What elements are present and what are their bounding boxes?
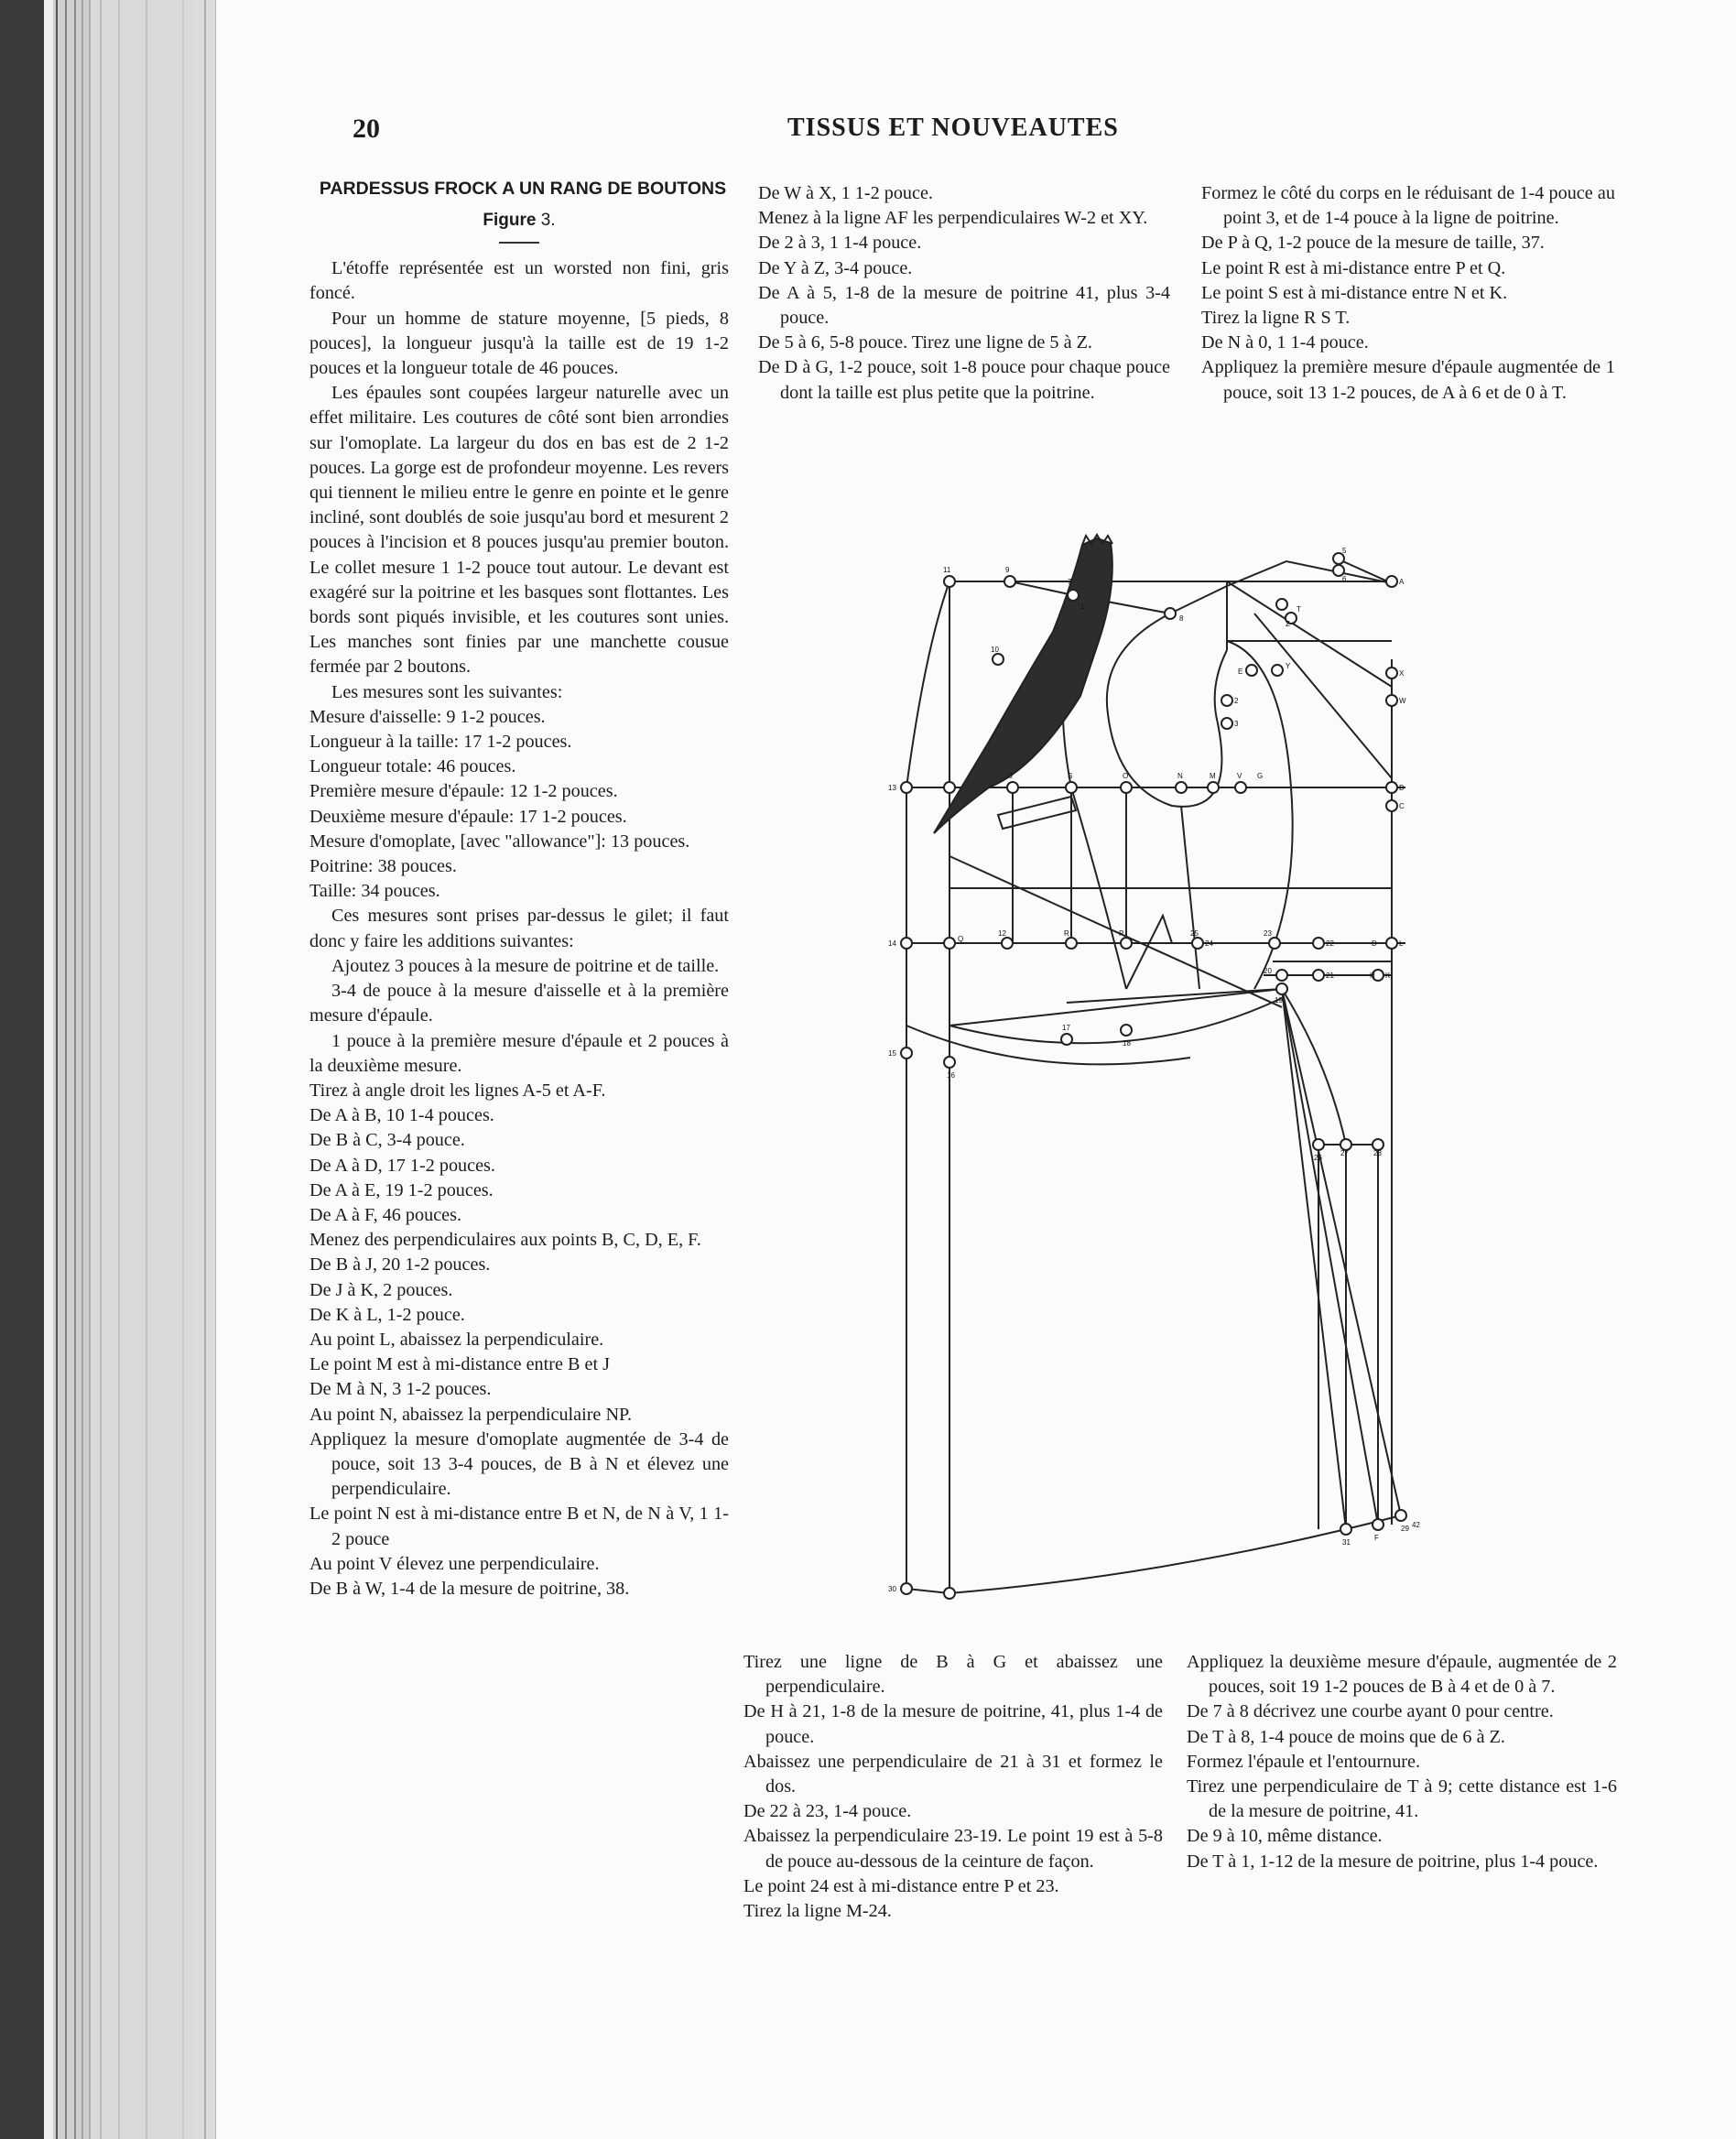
instruction: De 7 à 8 décrivez une courbe ayant 0 pour centre. (1187, 1701, 1554, 1722)
point-label: W (1399, 697, 1406, 705)
point-label: 22 (1326, 939, 1334, 948)
point-label: 29 (1401, 1525, 1409, 1533)
instruction: De P à Q, 1-2 pouce de la mesure de taille, 37. (1201, 233, 1545, 254)
point-label: 8 (1179, 614, 1184, 623)
instruction: De A à B, 10 1-4 pouces. (309, 1105, 494, 1126)
paragraph: Ajoutez 3 pouces à la mesure de poitrine et de taille. (331, 955, 720, 976)
point-label: P (1119, 929, 1124, 938)
instruction: Appliquez la deuxième mesure d'épaule, augmentée de 2 pouces, soit 19 1-2 pouces de B à 4 et de 0 à 7. (1187, 1652, 1617, 1698)
text-column-2 (758, 181, 1170, 406)
instruction: De B à W, 1-4 de la mesure de poitrine, 38. (309, 1578, 630, 1599)
instruction: De A à 5, 1-8 de la mesure de poitrine 41, plus 3-4 pouce. (758, 282, 1170, 329)
figure-word: Figure (483, 211, 537, 230)
paragraph: L'étoffe représentée est un worsted non fini, gris foncé. (309, 258, 729, 304)
instruction: De A à F, 46 pouces. (309, 1204, 462, 1225)
point-label: O (1123, 772, 1129, 780)
instruction: De 22 à 23, 1-4 pouce. (743, 1801, 912, 1822)
text-column-3 (1201, 181, 1615, 406)
point-label: 30 (888, 1585, 896, 1593)
point-label: V (1237, 772, 1242, 780)
point-label: 42 (1412, 1521, 1420, 1529)
point-label: B (1399, 784, 1405, 792)
point-label: 1 (1080, 603, 1085, 611)
figure-caption (309, 208, 729, 233)
measure-line: Mesure d'omoplate, [avec "allowance"]: 13 pouces. (309, 831, 690, 852)
point-label: R (1064, 929, 1069, 938)
instruction: Le point 24 est à mi-distance entre P et 23. (743, 1875, 1059, 1896)
point-label: 20 (1264, 967, 1272, 975)
point-label: 5 (1342, 547, 1347, 555)
point-label: 17 (1062, 1024, 1070, 1032)
instruction: De N à 0, 1 1-4 pouce. (1201, 332, 1369, 353)
instruction: De B à J, 20 1-2 pouces. (309, 1254, 491, 1276)
measure-line: Deuxième mesure d'épaule: 17 1-2 pouces. (309, 806, 627, 827)
point-label: 15 (888, 1049, 896, 1058)
point-label: 13 (888, 784, 896, 792)
point-label: C (1399, 802, 1405, 810)
instruction: De T à 1, 1-12 de la mesure de poitrine, plus 1-4 pouce. (1187, 1851, 1599, 1872)
point-label: 28 (1373, 1149, 1382, 1157)
point-label: 14 (888, 939, 896, 948)
running-head (353, 114, 1314, 159)
point-label: 31 (1342, 1538, 1351, 1547)
paragraph: 1 pouce à la première mesure d'épaule et 2 pouces à la deuxième mesure. (309, 1030, 729, 1076)
instruction: Formez l'épaule et l'entournure. (1187, 1751, 1421, 1772)
point-label: 2 (1234, 697, 1239, 705)
instruction: De J à K, 2 pouces. (309, 1279, 453, 1300)
point-label: A (1399, 578, 1405, 586)
point-label: 10 (991, 646, 999, 654)
instruction: Abaissez la perpendiculaire 23-19. Le point 19 est à 5-8 de pouce au-dessous de la ceinture de façon. (743, 1826, 1163, 1872)
point-label: 3 (1234, 720, 1239, 728)
measure-line: Taille: 34 pouces. (309, 881, 440, 902)
book-page-edges (0, 0, 229, 2139)
pattern-diagram (852, 513, 1511, 1612)
paragraph: Les mesures sont les suivantes: (331, 681, 563, 702)
point-label: 23 (1264, 929, 1272, 938)
instruction: De 5 à 6, 5-8 pouce. Tirez une ligne de 5 à Z. (758, 332, 1092, 353)
instruction: Tirez une ligne de B à G et abaissez une perpendiculaire. (743, 1652, 1163, 1698)
instruction: Tirez une perpendiculaire de T à 9; cette distance est 1-6 de la mesure de poitrine, 41. (1187, 1776, 1617, 1822)
instruction: De B à C, 3-4 pouce. (309, 1130, 465, 1151)
instruction: Formez le côté du corps en le réduisant de 1-4 pouce au point 3, et de 1-4 pouce à la ligne de poitrine. (1201, 183, 1615, 229)
point-label: 19 (1275, 996, 1283, 1004)
paragraph: Les épaules sont coupées largeur naturelle avec un effet militaire. Les coutures de côté sont bien arrondies sur l'omoplate. La largeur du dos en bas est de 2 1-2 pouces. La gorge est de profondeur moyenne. Les revers qui tiennent le milieu entre le genre en pointe et le genre incliné, sont doublés de soie jusqu'au bord et mesurent 2 pouces à l'incision et 8 pouces jusqu'au premier bouton. Le collet mesure 1 1-2 pouce tout autour. Le devant est exagéré sur la poitrine et les basques sont flottantes. Les bords sont piqués invisible, et les coutures sont unies. Les manches sont finies par une manchette cousue fermée par 2 boutons. (309, 383, 729, 678)
point-label: J (1009, 772, 1013, 780)
journal-title: TISSUS ET NOUVEAUTES (787, 114, 1119, 142)
measure-line: Première mesure d'épaule: 12 1-2 pouces. (309, 781, 618, 802)
point-label: Z (1286, 620, 1290, 628)
instruction: Abaissez une perpendiculaire de 21 à 31 et formez le dos. (743, 1751, 1163, 1797)
instruction: Le point R est à mi-distance entre P et Q. (1201, 257, 1506, 278)
instruction: Tirez à angle droit les lignes A-5 et A-F. (309, 1080, 606, 1101)
instruction: De D à G, 1-2 pouce, soit 1-8 pouce pour chaque pouce dont la taille est plus petite que la poitrine. (758, 357, 1170, 403)
instruction: Le point M est à mi-distance entre B et J (309, 1354, 610, 1375)
figure-number: 3. (540, 211, 556, 230)
point-label: N (1177, 772, 1183, 780)
paragraph: Pour un homme de stature moyenne, [5 pieds, 8 pouces], la longueur jusqu'à la taille est de 19 1-2 pouces et la longueur totale de 46 pouces. (309, 308, 729, 379)
point-label: 9 (1005, 566, 1010, 574)
measure-line: Longueur à la taille: 17 1-2 pouces. (309, 732, 572, 753)
point-label: 16 (947, 1071, 955, 1080)
text-column-1 (309, 177, 729, 1602)
instruction: Le point S est à mi-distance entre N et K. (1201, 282, 1508, 303)
instruction: Appliquez la mesure d'omoplate augmentée de 3-4 de pouce, soit 13 3-4 pouces, de B à N et élevez une perpendiculaire. (309, 1428, 729, 1500)
instruction: Tirez la ligne R S T. (1201, 308, 1351, 329)
page-number: 20 (353, 114, 380, 144)
paragraph: 3-4 de pouce à la mesure d'aisselle et à la première mesure d'épaule. (309, 981, 729, 1026)
point-label: M (1210, 772, 1216, 780)
short-rule (499, 242, 539, 244)
point-label: 21 (1326, 972, 1334, 980)
instruction: Menez des perpendiculaires aux points B, C, D, E, F. (309, 1230, 701, 1251)
point-label: 11 (943, 566, 951, 574)
article-title: PARDESSUS FROCK A UN RANG DE BOUTONS (319, 179, 727, 199)
instruction: De 9 à 10, même distance. (1187, 1826, 1383, 1847)
instruction: Tirez la ligne M-24. (743, 1901, 892, 1922)
measure-line: Poitrine: 38 pouces. (309, 856, 457, 877)
instruction: Au point N, abaissez la perpendiculaire NP. (309, 1404, 633, 1425)
point-label: 27 (1340, 1149, 1349, 1157)
point-label: 12 (998, 929, 1006, 938)
instruction: De 2 à 3, 1 1-4 pouce. (758, 233, 922, 254)
point-label: Y (1286, 662, 1291, 670)
point-label: L (1399, 939, 1404, 948)
instruction: De A à D, 17 1-2 pouces. (309, 1155, 495, 1176)
paragraph: Ces mesures sont prises par-dessus le gilet; il faut donc y faire les additions suivantes: (309, 906, 729, 951)
text-column-4 (743, 1650, 1163, 1924)
instruction: Le point N est à mi-distance entre B et N, de N à V, 1 1-2 pouce (309, 1504, 729, 1549)
point-label: E (1238, 668, 1243, 676)
point-label: 7 (1068, 578, 1072, 586)
point-label: 6 (1342, 575, 1347, 583)
text-column-5 (1187, 1650, 1617, 1874)
point-label: Q (958, 935, 964, 943)
instruction: Menez à la ligne AF les perpendiculaires W-2 et XY. (758, 208, 1148, 229)
instruction: De T à 8, 1-4 pouce de moins que de 6 à Z. (1187, 1726, 1505, 1747)
point-label: S (1068, 772, 1073, 780)
point-label: G (1257, 772, 1264, 780)
instruction: Appliquez la première mesure d'épaule augmentée de 1 pouce, soit 13 1-2 pouces, de A à 6 et de 0 à T. (1201, 357, 1615, 403)
instruction: Au point V élevez une perpendiculaire. (309, 1553, 600, 1574)
point-label: 25 (1190, 929, 1199, 938)
instruction: De M à N, 3 1-2 pouces. (309, 1379, 492, 1400)
instruction: De Y à Z, 3-4 pouce. (758, 257, 913, 278)
point-label: 24 (1205, 939, 1213, 948)
instruction: De W à X, 1 1-2 pouce. (758, 183, 933, 203)
instruction: De A à E, 19 1-2 pouces. (309, 1179, 494, 1200)
measure-line: Mesure d'aisselle: 9 1-2 pouces. (309, 706, 546, 727)
measure-line: Longueur totale: 46 pouces. (309, 756, 516, 777)
instruction: De H à 21, 1-8 de la mesure de poitrine, 41, plus 1-4 de pouce. (743, 1701, 1163, 1747)
point-label: K (1385, 972, 1391, 980)
point-label: D (1372, 939, 1377, 948)
point-label: X (1399, 669, 1405, 678)
instruction: De K à L, 1-2 pouce. (309, 1304, 465, 1325)
point-label: T (1297, 605, 1301, 613)
point-label: 26 (1314, 1154, 1322, 1162)
point-label: 18 (1123, 1039, 1131, 1048)
point-label: F (1374, 1534, 1379, 1542)
point-label: H (1370, 972, 1375, 980)
instruction: Au point L, abaissez la perpendiculaire. (309, 1329, 604, 1350)
